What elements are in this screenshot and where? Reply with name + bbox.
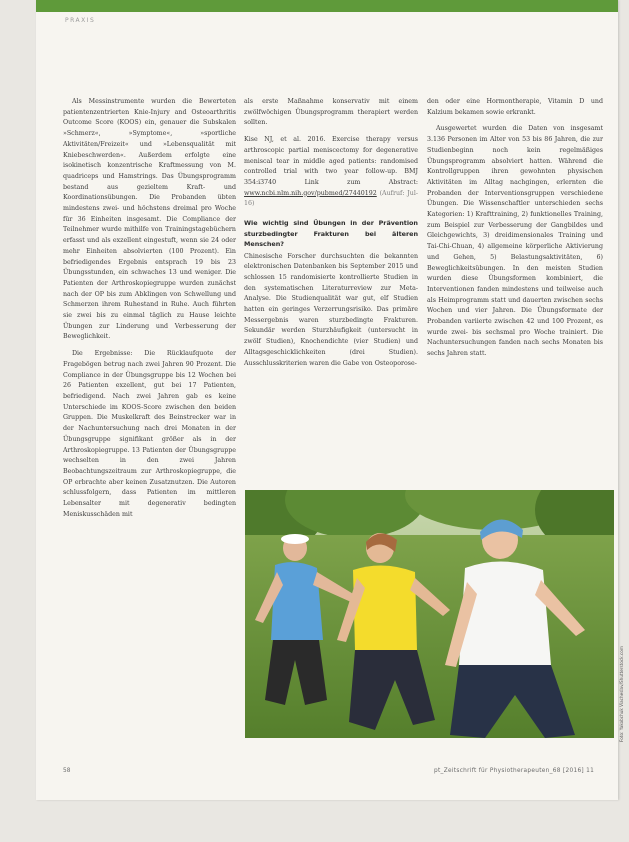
paragraph: Die Ergebnisse: Die Rücklaufquote der Fragebögen betrug nach zwei Jahren 90 Prozent. Die Compliance in der Übungsgruppe bis 12 Wochen bei 26 Patienten exzellent, gut bei 17 Patienten, befriedigend. Nach zwei Jahren gab es keine Unterschiede im KOOS-Score zwischen den beiden Gruppen. Die Muskelkraft des Beinstrecker war in der Nachuntersuchung nach drei Monaten in der Übungsgruppe signifikant größer als in der Arthroskopiegruppe. 13 Patienten der Übungsgruppe wechselten in den zwei Jahren Beobachtungszeitraum zur Arthroskopiegruppe, die OP erbrachte aber keinen Zusatznutzen. Die Autoren schlussfolgern, dass Patienten im mittleren Lebensalter mit degenerativ bedingten Meniskusschäden mit bbox=[63, 350, 236, 518]
paragraph: Als Messinstrumente wurden die Bewerteten patientenzentrierten Knie-Injury and Osteoarthritis Outcome Score (KOOS) ein, genauer die Subskalen »Schmerz«, »Symptome«, »sportliche Aktivitäten/Freizeit« und »Lebensqualität mit Kniebeschwerden«. Außerdem erfolgte eine isokinetisch konzentrische Kraftmessung von M. quadriceps und Hamstrings. Das Übungsprogramm bestand aus gezieltem Kraft- und Koordinationsübungen. Die Probanden übten mindestens zwei- und höchstens dreimal pro Woche für 36 Einheiten insgesamt. Die Compliance der Teilnehmer wurde mithilfe von Trainingstagebüchern erfasst und als exzellent eingestuft, wenn sie 24 oder mehr Einheiten absolvierten (100 Prozent). Ein befriedigendes Ergebnis entsprach 19 bis 23 Übungsstunden, ein schwaches 13 und weniger. Die Patienten der Arthroskopiegruppe wurden zunächst nach der OP bis zum Abklingen von Schwellung und Schmerzen ihrem Ruhestand in Ruhe. Auch führten sie zwei bis zu einmal täglich zu Hause leichte Übungen zur Linderung und Verbesserung der Beweglichkeit. bbox=[63, 98, 236, 341]
paragraph: den oder eine Hormontherapie, Vitamin D und Kalzium bekamen sowie erkrankt. bbox=[427, 98, 603, 116]
journal-footer: pt_Zeitschrift für Physiotherapeuten_68 [2016] 11 bbox=[434, 768, 595, 774]
text-column-3 bbox=[427, 97, 603, 366]
page-number: 58 bbox=[63, 768, 71, 774]
photo-credit: Foto: Yakobchuk Viacheslav/Shutterstock.com bbox=[619, 646, 624, 742]
abstract-link[interactable]: www.ncbi.nlm.nih.gov/pubmed/27440192 bbox=[244, 189, 377, 197]
citation-text: Kise NJ, et al. 2016. Exercise therapy versus arthroscopic partial meniscectomy for degenerative meniscal tear in middle aged patients: randomised controlled trial with two year follow-up. BMJ 354:i3740 bbox=[244, 136, 418, 186]
text-column-1 bbox=[63, 97, 236, 526]
citation bbox=[244, 135, 418, 210]
header-color-band bbox=[36, 0, 618, 12]
exercise-photo bbox=[245, 490, 614, 738]
magazine-page bbox=[36, 0, 624, 800]
paragraph: Ausgewertet wurden die Daten von insgesamt 3.136 Personen im Alter von 53 bis 86 Jahren, die zur Studienbeginn noch kein regelmäßiges Übungsprogramm absolviert hatten. Während die Kontrollgruppen ihren gewohnten physischen Aktivitäten im Alltag nachgingen, erlernten die Probanden der Interventionsgruppen verschiedene Übungen. Die Wissenschaftler unterschieden sechs Kategorien: 1) Krafttraining, 2) funktionelles Training, zum Beispiel zur Verbesserung der Gangbildes und Gleichgewichts, 3) dreidimensionales Training und Tai-Chi-Chuan, 4) allgemeine körperliche Aktivierung und Gehen, 5) Belastungsaktivitäten, 6) Beweglichkeitsübungen. In den meisten Studien wurden diese Übungsformen kombiniert, die Interventionen fanden mindestens und teilweise auch als Heimprogramm statt und dauerten zwischen sechs Wochen und vier Jahren. Die Übungsformate der Probanden variierte zwischen 42 und 100 Prozent, es wurde zwei- bis sechsmal pro Woche trainiert. Die Nachuntersuchungen fanden nach sechs Monaten bis sechs Jahren statt. bbox=[427, 125, 603, 358]
paragraph: als erste Maßnahme konservativ mit einem zwölfwöchigen Übungsprogramm therapiert werden sollten. bbox=[244, 98, 418, 127]
women-exercising-image bbox=[245, 490, 614, 738]
section-label: PRAXIS bbox=[65, 17, 96, 24]
paragraph: Chinesische Forscher durchsuchten die bekannten elektronischen Datenbanken bis September 2015 und schlossen 15 randomisierte kontrollierte Studien in den systematischen Literaturreview zur Meta-Analyse. Die Studienqualität war gut, elf Studien hatten ein geringes Verzerrungsrisiko. Das primäre Messergebnis waren sturzbedingte Frakturen. Sekundär werden Sturzhäufigkeit (untersucht in zwölf Studien), Knochendichte (vier Studien) und Alltagsgeschicklichkeiten (drei Studien). Ausschlusskriterien waren die Gabe von Osteoporose- bbox=[244, 252, 418, 367]
text-column-2 bbox=[244, 97, 418, 375]
access-date: (Aufruf: Jul-16) bbox=[244, 189, 418, 208]
abstract-link-label: Link zum Abstract: bbox=[304, 178, 418, 186]
section-heading: Wie wichtig sind Übungen in der Prävention sturzbedingter Frakturen bei älteren Menschen? bbox=[244, 219, 418, 249]
